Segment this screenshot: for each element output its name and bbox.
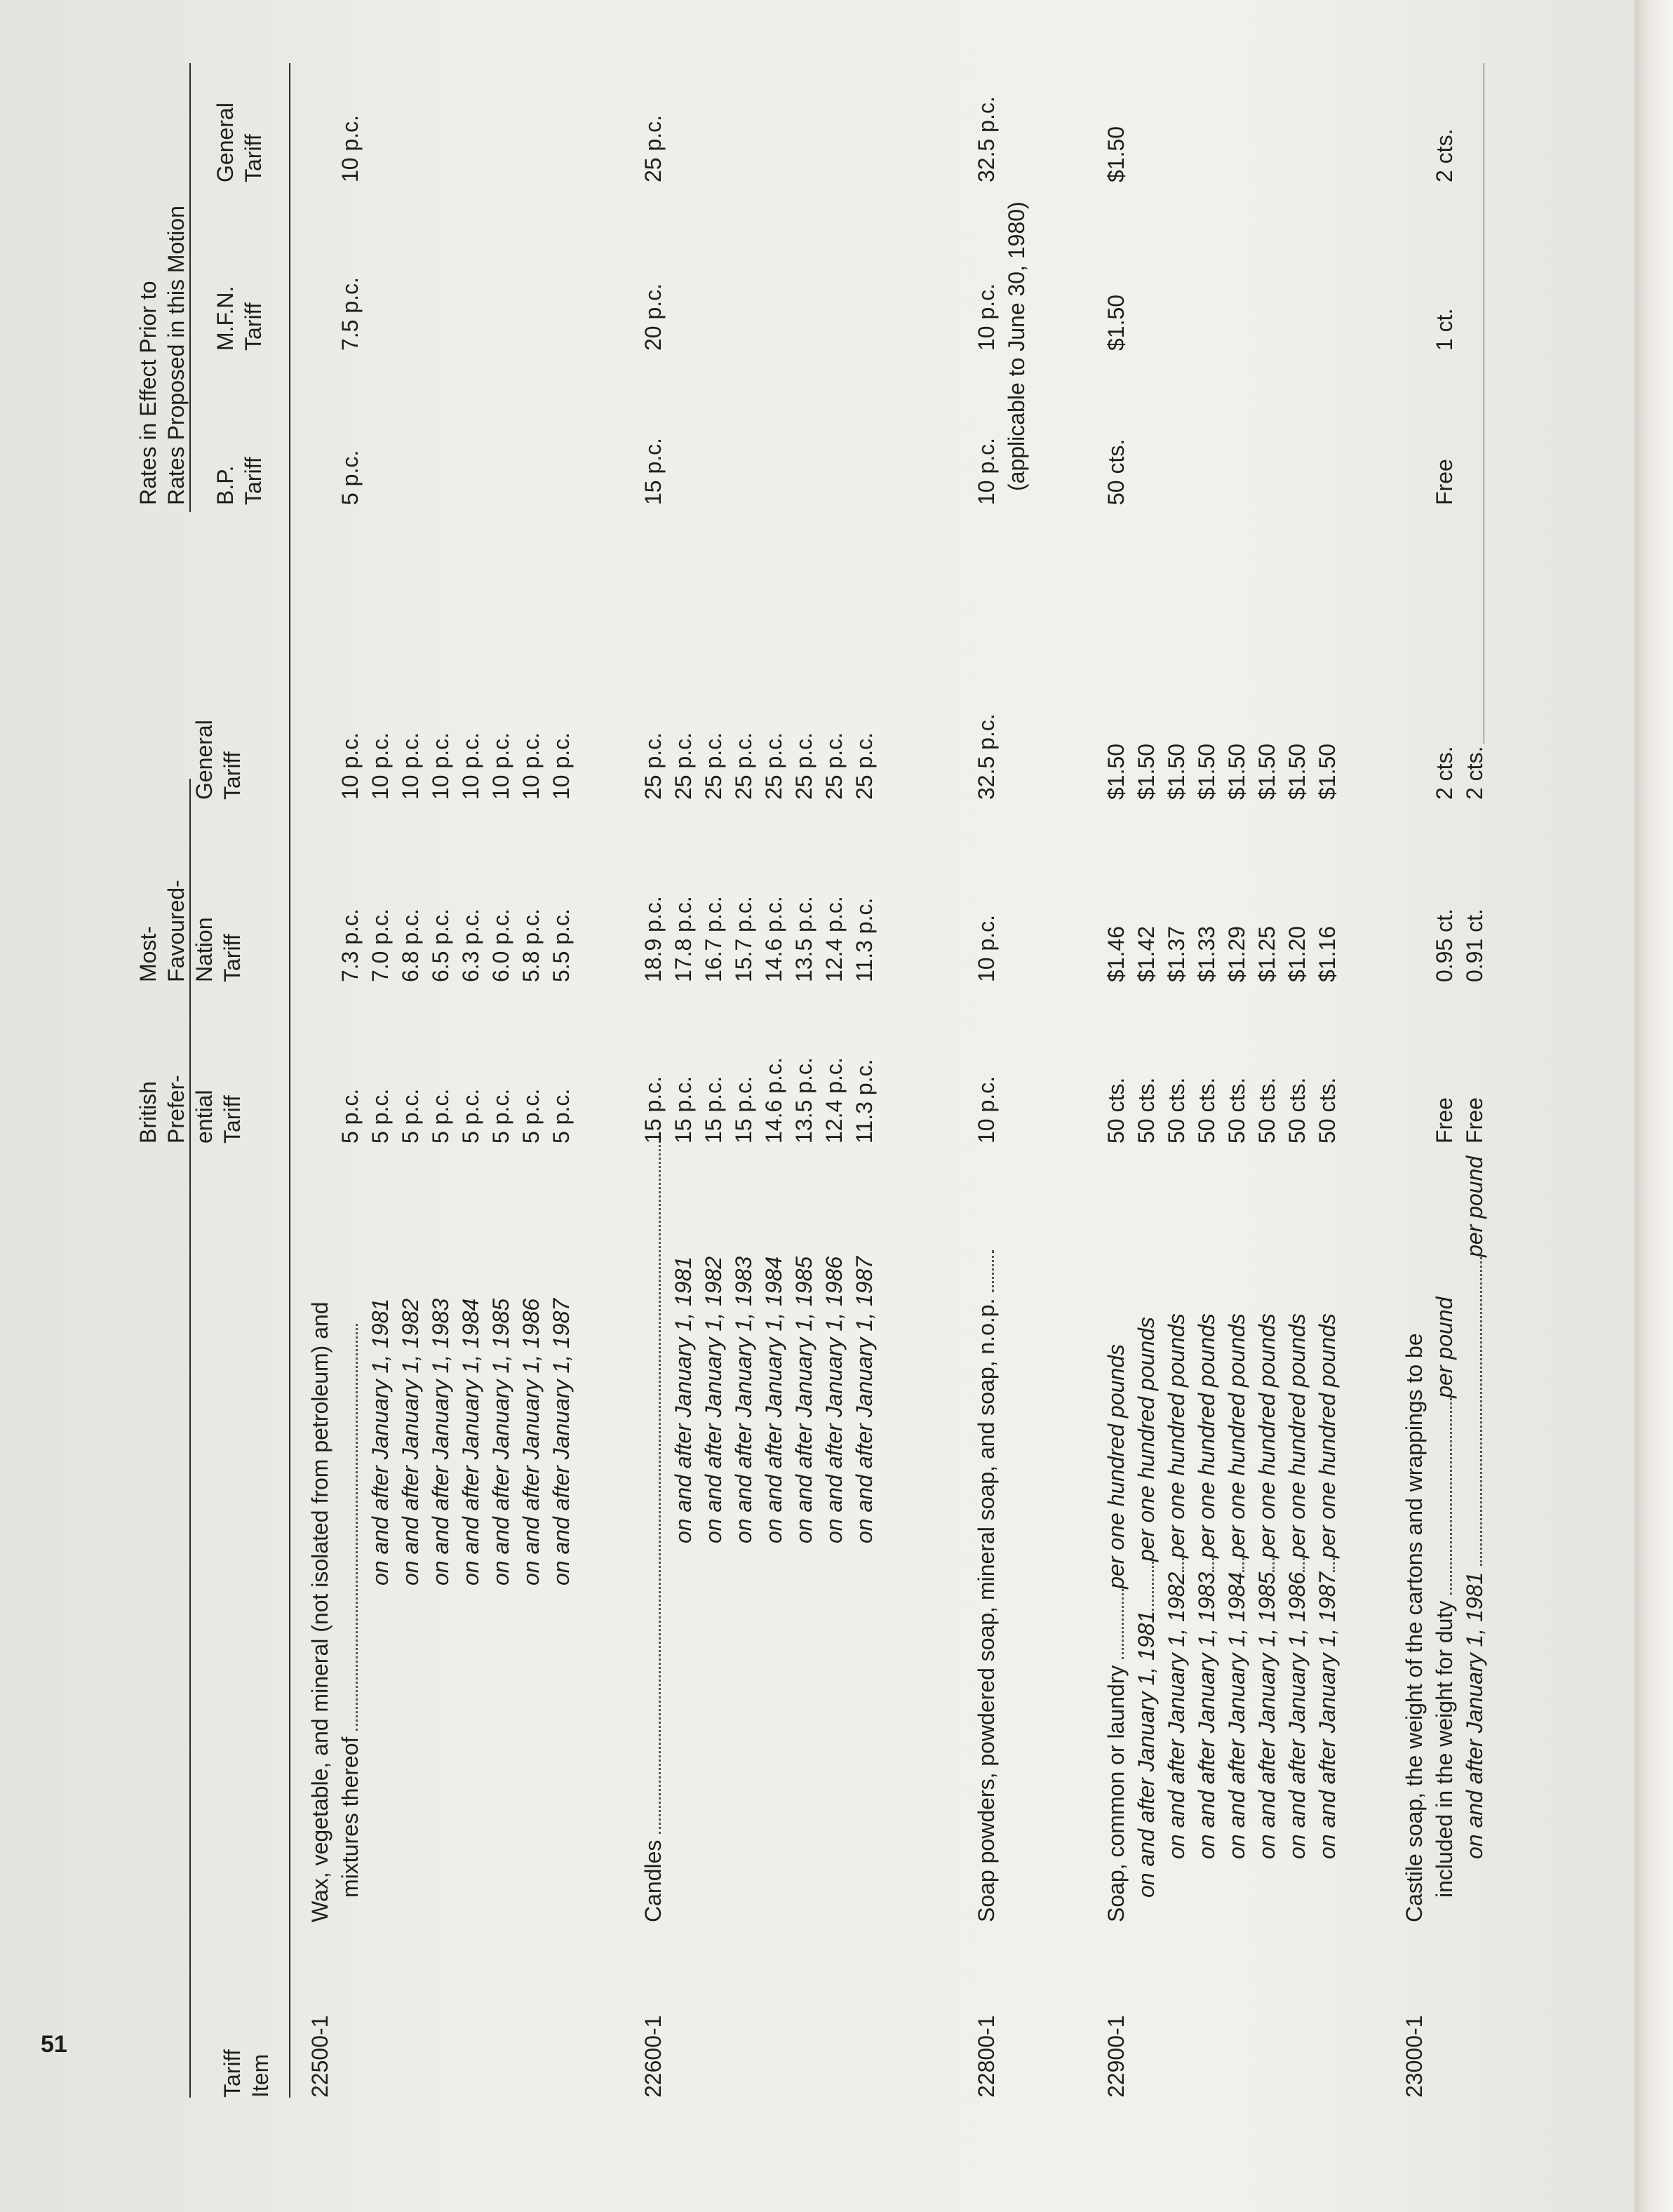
rate-mfn: 5.8 p.c. — [518, 909, 544, 982]
rate-mfn: 6.8 p.c. — [398, 909, 423, 982]
rate-mfn: $1.33 — [1194, 925, 1219, 982]
rate-bp: 10 p.c. — [974, 1075, 999, 1144]
rate-general: 25 p.c. — [671, 732, 696, 800]
rate-mfn: 5.5 p.c. — [549, 909, 574, 982]
col-head-prior-bp-1: B.P. — [213, 465, 238, 505]
item-number: 22500-1 — [307, 2015, 332, 2098]
rate-bp: 50 cts. — [1284, 1077, 1310, 1144]
rate-mfn: 0.91 ct. — [1462, 909, 1487, 982]
staging-label: on and after January 1, 1986 — [821, 1256, 847, 1543]
rate-mfn: 10 p.c. — [974, 914, 999, 982]
rate-bp: 15 p.c. — [671, 1075, 696, 1144]
staging-label: on and after January 1, 1981 — [368, 1298, 393, 1586]
rate-general: $1.50 — [1254, 743, 1279, 800]
item-number: 22600-1 — [640, 2015, 666, 2098]
col-head-item-2: Item — [248, 2053, 273, 2098]
staging-label: on and after January 1, 1981per one hundred pounds — [1134, 1317, 1159, 1898]
rate-bp: 5 p.c. — [428, 1088, 453, 1144]
rate-general: $1.50 — [1224, 743, 1249, 800]
rate-mfn: 15.7 p.c. — [731, 896, 756, 982]
item-number: 22900-1 — [1103, 2015, 1129, 2098]
col-head-bp-4: Tariff — [220, 1095, 245, 1144]
rate-bp: Free — [1432, 1097, 1457, 1144]
rate-mfn: 18.9 p.c. — [640, 896, 666, 982]
page-edge-shadow — [1634, 0, 1673, 2212]
staging-label: on and after January 1, 1987 — [549, 1298, 574, 1586]
rate-general: 10 p.c. — [458, 732, 483, 800]
rate-mfn: 6.0 p.c. — [488, 909, 513, 982]
col-head-bp-3: ential — [192, 1090, 217, 1144]
staging-label: on and after January 1, 1983 — [428, 1298, 453, 1586]
rate-bp: 5 p.c. — [549, 1088, 574, 1144]
staging-label: on and after January 1, 1985per one hundred pounds — [1254, 1313, 1279, 1859]
staging-label: on and after January 1, 1987 — [852, 1256, 877, 1543]
item-number: 23000-1 — [1402, 2015, 1427, 2098]
col-head-bp-1: British — [135, 1081, 161, 1144]
rate-general: 10 p.c. — [337, 732, 363, 800]
staging-label: on and after January 1, 1985 — [488, 1298, 513, 1586]
col-head-gen-1: General — [192, 720, 217, 800]
rate-general: 10 p.c. — [398, 732, 423, 800]
rate-general: 25 p.c. — [821, 732, 847, 800]
rate-bp: 13.5 p.c. — [791, 1057, 817, 1144]
rate-general: 25 p.c. — [791, 732, 817, 800]
staging-label: on and after January 1, 1981 — [671, 1256, 696, 1543]
item-description: Soap, common or laundry per one hundred pounds — [1103, 1343, 1129, 1922]
rate-general: 10 p.c. — [428, 732, 453, 800]
staging-label: on and after January 1, 1983 — [731, 1256, 756, 1543]
rate-general: $1.50 — [1194, 743, 1219, 800]
rate-bp: 50 cts. — [1194, 1077, 1219, 1144]
rate-bp: 15 p.c. — [731, 1075, 756, 1144]
rate-mfn: 13.5 p.c. — [791, 896, 817, 982]
rate-bp: 50 cts. — [1164, 1077, 1189, 1144]
rate-general: $1.50 — [1315, 743, 1340, 800]
col-head-prior-gen-2: Tariff — [241, 134, 266, 182]
rate-mfn: 11.3 p.c. — [852, 897, 877, 982]
item-description-cont: mixtures thereof — [335, 1324, 365, 1898]
rate-mfn: 16.7 p.c. — [701, 896, 726, 982]
rate-bp: 5 p.c. — [488, 1088, 513, 1144]
rate-mfn: $1.20 — [1284, 925, 1310, 982]
rate-mfn: 7.3 p.c. — [337, 909, 363, 982]
col-head-mfn-3: Nation — [192, 917, 217, 982]
staging-label: on and after January 1, 1982 — [398, 1298, 423, 1586]
staging-label: on and after January 1, 1987per one hundred pounds — [1315, 1313, 1340, 1859]
rate-mfn: $1.42 — [1134, 925, 1159, 982]
rate-mfn: 14.6 p.c. — [761, 896, 786, 982]
rate-bp: Free — [1462, 1097, 1487, 1144]
item-description-cont: included in the weight for duty per pound — [1432, 1296, 1457, 1898]
col-head-prior-mfn-2: Tariff — [241, 302, 266, 351]
rate-bp: 15 p.c. — [640, 1075, 666, 1144]
rate-mfn: 0.95 ct. — [1432, 909, 1457, 982]
prior-rate-general: 25 p.c. — [640, 114, 666, 182]
prior-rate-bp: 15 p.c. — [640, 437, 666, 505]
staging-label: on and after January 1, 1981 per pound — [1462, 1155, 1487, 1859]
staging-label: on and after January 1, 1984 — [458, 1298, 483, 1586]
rate-mfn: $1.16 — [1315, 925, 1340, 982]
rate-general: 10 p.c. — [488, 732, 513, 800]
rate-bp: 5 p.c. — [368, 1088, 393, 1144]
item-description: Wax, vegetable, and mineral (not isolated from petroleum) and — [307, 1301, 332, 1922]
staging-label: on and after January 1, 1982per one hundred pounds — [1164, 1313, 1189, 1859]
staging-label: on and after January 1, 1984per one hundred pounds — [1224, 1313, 1249, 1859]
tariff-table — [105, 35, 1578, 2140]
rate-general: 25 p.c. — [852, 732, 877, 800]
rate-general: 25 p.c. — [761, 732, 786, 800]
prior-rates-title-2: Rates Proposed in this Motion — [163, 206, 189, 505]
col-head-mfn-2: Favoured- — [163, 880, 189, 982]
rate-general: 25 p.c. — [640, 732, 666, 800]
col-head-prior-mfn-1: M.F.N. — [213, 286, 238, 351]
prior-rate-general: 10 p.c. — [337, 114, 363, 182]
prior-rate-general: 32.5 p.c. — [974, 96, 999, 182]
rate-bp: 50 cts. — [1254, 1077, 1279, 1144]
rate-general: $1.50 — [1103, 743, 1129, 800]
rate-general: 25 p.c. — [731, 732, 756, 800]
prior-rates-title-1: Rates in Effect Prior to — [135, 281, 161, 505]
prior-rate-mfn: 1 ct. — [1432, 308, 1457, 351]
rate-bp: 50 cts. — [1103, 1077, 1129, 1144]
rate-mfn: $1.37 — [1164, 925, 1189, 982]
prior-rate-bp: 10 p.c. — [974, 437, 999, 505]
header-bottom-rule — [289, 63, 290, 2098]
col-head-mfn-1: Most- — [135, 926, 161, 982]
rate-general: $1.50 — [1134, 743, 1159, 800]
staging-label: on and after January 1, 1984 — [761, 1256, 786, 1543]
prior-rate-mfn: $1.50 — [1103, 294, 1129, 351]
item-number: 22800-1 — [974, 2015, 999, 2098]
item-description: Soap powders, powdered soap, mineral soap, and soap, n.o.p. — [972, 1250, 1002, 1922]
prior-rate-general: $1.50 — [1103, 126, 1129, 182]
prior-rate-note: (applicable to June 30, 1980) — [1004, 201, 1029, 491]
rate-general: 10 p.c. — [549, 732, 574, 800]
rate-mfn: 6.5 p.c. — [428, 909, 453, 982]
rate-bp: 5 p.c. — [458, 1088, 483, 1144]
rate-bp: 5 p.c. — [518, 1088, 544, 1144]
prior-rate-bp: 5 p.c. — [337, 450, 363, 505]
rate-bp: 5 p.c. — [337, 1088, 363, 1144]
rate-general: 10 p.c. — [368, 732, 393, 800]
rate-general: 2 cts. — [1432, 746, 1457, 800]
rate-bp: 15 p.c. — [701, 1075, 726, 1144]
rate-bp: 14.6 p.c. — [761, 1057, 786, 1144]
rate-general: 25 p.c. — [701, 732, 726, 800]
item-description: Castile soap, the weight of the cartons and wrappings to be — [1402, 1333, 1427, 1922]
rate-general: 10 p.c. — [518, 732, 544, 800]
col-head-prior-gen-1: General — [213, 102, 238, 182]
prior-rate-mfn: 10 p.c. — [974, 283, 999, 351]
prior-rate-bp: Free — [1432, 459, 1457, 505]
staging-label: on and after January 1, 1985 — [791, 1256, 817, 1543]
rate-bp: 12.4 p.c. — [821, 1057, 847, 1144]
rate-mfn: 6.3 p.c. — [458, 909, 483, 982]
rate-mfn: 17.8 p.c. — [671, 896, 696, 982]
rate-bp: 50 cts. — [1224, 1077, 1249, 1144]
col-head-item-1: Tariff — [220, 2049, 245, 2098]
rate-mfn: 12.4 p.c. — [821, 896, 847, 982]
rate-mfn: $1.29 — [1224, 925, 1249, 982]
rate-bp: 5 p.c. — [398, 1088, 423, 1144]
rate-bp: 11.3 p.c. — [852, 1059, 877, 1144]
rate-general: 32.5 p.c. — [974, 713, 999, 800]
rate-bp: 50 cts. — [1315, 1077, 1340, 1144]
col-head-mfn-4: Tariff — [220, 934, 245, 982]
rate-general: 2 cts. — [1462, 746, 1487, 800]
rate-mfn: $1.46 — [1103, 925, 1129, 982]
item-description: Candles — [638, 1132, 668, 1922]
staging-label: on and after January 1, 1986 — [518, 1298, 544, 1586]
col-head-bp-2: Prefer- — [163, 1075, 189, 1144]
rate-general: $1.50 — [1284, 743, 1310, 800]
col-head-gen-2: Tariff — [220, 751, 245, 800]
prior-rate-mfn: 20 p.c. — [640, 283, 666, 351]
prior-rate-general: 2 cts. — [1432, 128, 1457, 182]
staging-label: on and after January 1, 1986per one hundred pounds — [1284, 1313, 1310, 1859]
staging-label: on and after January 1, 1983per one hundred pounds — [1194, 1313, 1219, 1859]
staging-label: on and after January 1, 1982 — [701, 1256, 726, 1543]
page-number: 51 — [41, 2031, 67, 2058]
rate-general: $1.50 — [1164, 743, 1189, 800]
rate-mfn: $1.25 — [1254, 925, 1279, 982]
prior-rate-mfn: 7.5 p.c. — [337, 277, 363, 351]
prior-rate-bp: 50 cts. — [1103, 438, 1129, 505]
rate-mfn: 7.0 p.c. — [368, 909, 393, 982]
rate-bp: 50 cts. — [1134, 1077, 1159, 1144]
col-head-prior-bp-2: Tariff — [241, 457, 266, 505]
